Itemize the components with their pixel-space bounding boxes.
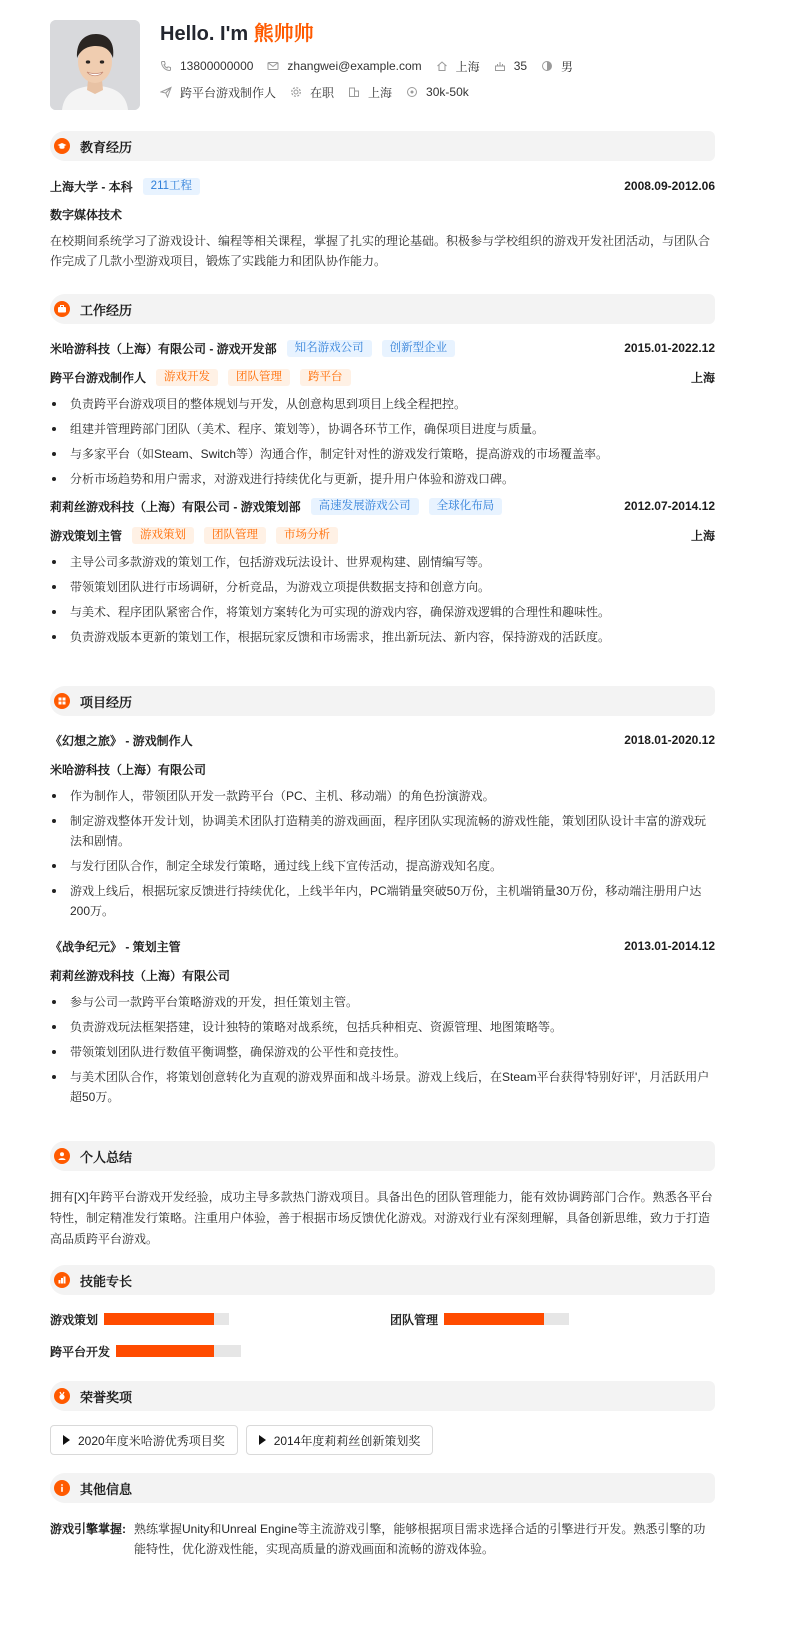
- location-text: 上海: [455, 59, 480, 74]
- job-role-group: [50, 527, 338, 544]
- other-info-row: [50, 1519, 715, 1559]
- avatar: [50, 20, 140, 110]
- bullet-item: 参与公司一款跨平台策略游戏的开发，担任策划主管。: [50, 992, 715, 1012]
- job-intent-row: [160, 83, 587, 101]
- bullet-item: 负责游戏玩法框架搭建，设计独特的策略对战系统，包括兵种相克、资源管理、地图策略等。: [50, 1017, 715, 1037]
- briefcase-icon: [54, 301, 70, 317]
- project-name: 《幻想之旅》 - 游戏制作人: [50, 733, 193, 748]
- skill-bar-fill: [104, 1313, 214, 1325]
- company-tag: 知名游戏公司: [287, 340, 372, 357]
- money-icon: [406, 86, 418, 98]
- age-text: 35: [513, 59, 528, 73]
- project-company-row: [50, 758, 715, 780]
- company-tag: 全球化布局: [429, 498, 503, 515]
- bullet-item: 游戏上线后，根据玩家反馈进行持续优化，上线半年内，PC端销量突破50万份，主机端销量30万份，移动端注册用户达200万。: [50, 881, 715, 921]
- skill-tag: 游戏开发: [156, 369, 218, 386]
- chart-icon: [54, 1272, 70, 1288]
- play-icon: [259, 1435, 266, 1445]
- phone-number: 13800000000: [180, 59, 254, 73]
- job-date: 2012.07-2014.12: [624, 499, 715, 513]
- bullet-item: 组建并管理跨部门团队（美术、程序、策划等），协调各环节工作，确保项目进度与质量。: [50, 419, 715, 439]
- project-date: 2018.01-2020.12: [624, 733, 715, 747]
- skill-tag: 市场分析: [276, 527, 338, 544]
- skill-item: [390, 1309, 569, 1329]
- company-tag: 高速发展游戏公司: [311, 498, 419, 515]
- project-name: 《战争纪元》 - 策划主管: [50, 939, 181, 954]
- education-date: 2008.09-2012.06: [624, 179, 715, 193]
- contact-row: [160, 57, 587, 75]
- gender-icon: [541, 60, 553, 72]
- work-section: [50, 294, 715, 324]
- play-icon: [63, 1435, 70, 1445]
- skill-item: [50, 1341, 241, 1361]
- award-label: 2020年度米哈游优秀项目奖: [78, 1433, 225, 1448]
- project-company: 米哈游科技（上海）有限公司: [50, 762, 207, 777]
- city-text: 上海: [368, 85, 393, 100]
- profile-header: [50, 20, 744, 130]
- job-city: 上海: [690, 528, 715, 543]
- graduation-cap-icon: [54, 138, 70, 154]
- gender-text: 男: [561, 59, 574, 74]
- salary-text: 30k-50k: [426, 85, 469, 99]
- skills-section: [50, 1265, 715, 1295]
- education-description: 在校期间系统学习了游戏设计、编程等相关课程，掌握了扎实的理论基础。积极参与学校组织的游戏开发社团活动，与团队合作完成了几款小型游戏项目，锻炼了实践能力和团队协作能力。: [50, 234, 711, 268]
- project-block: [50, 935, 715, 1107]
- email-address: zhangwei@example.com: [287, 59, 422, 73]
- education-section: [50, 131, 715, 271]
- grid-icon: [54, 693, 70, 709]
- summary-section: [50, 1141, 715, 1250]
- position-text: 跨平台游戏制作人: [180, 85, 277, 100]
- work-list: [50, 337, 715, 652]
- other-label: 游戏引擎掌握:: [50, 1522, 126, 1536]
- gear-icon: [290, 86, 302, 98]
- school-name: 上海大学 - 本科: [50, 179, 133, 194]
- candidate-name: 熊帅帅: [253, 23, 314, 45]
- skill-bar-track: [116, 1345, 241, 1357]
- project-block: [50, 729, 715, 921]
- job-role-row: [50, 366, 715, 388]
- job-header-row: [50, 495, 715, 517]
- bullet-item: 与多家平台（如Steam、Switch等）沟通合作，制定针对性的游戏发行策略，提高游戏的市场覆盖率。: [50, 444, 715, 464]
- major-name: 数字媒体技术: [50, 207, 123, 222]
- project-bullets: [50, 992, 715, 1107]
- project-company-row: [50, 964, 715, 986]
- skill-bar-track: [104, 1313, 229, 1325]
- project-company: 莉莉丝游戏科技（上海）有限公司: [50, 968, 231, 983]
- job-date: 2015.01-2022.12: [624, 341, 715, 355]
- other-text: 熟练掌握Unity和Unreal Engine等主流游戏引擎，能够根据项目需求选择合适的引擎进行开发。熟悉引擎的功能特性，优化游戏性能，实现高质量的游戏画面和流畅的游戏体验。: [134, 1522, 706, 1556]
- section-title: 教育经历: [80, 139, 133, 155]
- greeting-title: [160, 21, 587, 47]
- project-date: 2013.01-2014.12: [624, 939, 715, 953]
- other-section: [50, 1473, 715, 1559]
- skill-item: [50, 1309, 229, 1329]
- home-icon: [436, 60, 448, 72]
- job-company-group: [50, 498, 502, 515]
- job-block: [50, 495, 715, 647]
- job-role: 跨平台游戏制作人: [50, 370, 147, 385]
- job-role-row: [50, 524, 715, 546]
- cake-icon: [494, 60, 506, 72]
- job-block: [50, 337, 715, 489]
- bullet-item: 主导公司多款游戏的策划工作，包括游戏玩法设计、世界观构建、剧情编写等。: [50, 552, 715, 572]
- skill-tag: 游戏策划: [132, 527, 194, 544]
- skill-bar-fill: [444, 1313, 544, 1325]
- summary-text: 拥有[X]年跨平台游戏开发经验，成功主导多款热门游戏项目。具备出色的团队管理能力，能有效协调跨部门合作。熟悉各平台特性，制定精准发行策略。注重用户体验，善于根据市场反馈优化游戏。对游戏行业有深刻理解，具备创新思维，致力于打造高品质跨平台游戏。: [50, 1190, 713, 1246]
- skill-name: 游戏策划: [50, 1312, 99, 1327]
- section-title: 个人总结: [80, 1149, 133, 1165]
- bullet-item: 负责游戏版本更新的策划工作，根据玩家反馈和市场需求，推出新玩法、新内容，保持游戏的活跃度。: [50, 627, 715, 647]
- bullet-item: 分析市场趋势和用户需求，对游戏进行持续优化与更新，提升用户体验和游戏口碑。: [50, 469, 715, 489]
- bullet-item: 带领策划团队进行市场调研，分析竞品，为游戏立项提供数据支持和创意方向。: [50, 577, 715, 597]
- company-tag: 创新型企业: [382, 340, 456, 357]
- project-header-row: [50, 935, 715, 957]
- section-title: 项目经历: [80, 694, 133, 710]
- info-icon: [54, 1480, 70, 1496]
- section-title: 工作经历: [80, 302, 133, 318]
- awards-list: [50, 1425, 715, 1455]
- award-badge: [50, 1425, 238, 1455]
- bullet-item: 带领策划团队进行数值平衡调整，确保游戏的公平性和竞技性。: [50, 1042, 715, 1062]
- skill-bar-track: [444, 1313, 569, 1325]
- job-bullets: [50, 394, 715, 489]
- section-title: 荣誉奖项: [80, 1389, 133, 1405]
- email-icon: [267, 60, 279, 72]
- skill-bar-fill: [116, 1345, 214, 1357]
- bullet-item: 负责跨平台游戏项目的整体规划与开发，从创意构思到项目上线全程把控。: [50, 394, 715, 414]
- status-text: 在职: [310, 85, 335, 100]
- skills-list: [50, 1309, 715, 1369]
- greeting-text: Hello. I'm: [160, 23, 249, 45]
- bullet-item: 与发行团队合作，制定全球发行策略，通过线上线下宣传活动，提高游戏知名度。: [50, 856, 715, 876]
- building-icon: [348, 86, 360, 98]
- company-name: 莉莉丝游戏科技（上海）有限公司 - 游戏策划部: [50, 499, 301, 514]
- bullet-item: 与美术、程序团队紧密合作，将策划方案转化为可实现的游戏内容，确保游戏逻辑的合理性和趣味性。: [50, 602, 715, 622]
- job-city: 上海: [690, 370, 715, 385]
- user-icon: [54, 1148, 70, 1164]
- phone-icon: [160, 60, 172, 72]
- skill-name: 跨平台开发: [50, 1344, 111, 1359]
- bullet-item: 制定游戏整体开发计划，协调美术团队打造精美的游戏画面，程序团队实现流畅的游戏性能，策划团队设计丰富的游戏玩法和剧情。: [50, 811, 715, 851]
- project-bullets: [50, 786, 715, 921]
- project-list: [50, 729, 715, 1112]
- job-company-group: [50, 340, 455, 357]
- school-tag: 211工程: [143, 178, 200, 195]
- send-icon: [160, 86, 172, 98]
- project-header-row: [50, 729, 715, 751]
- company-name: 米哈游科技（上海）有限公司 - 游戏开发部: [50, 341, 277, 356]
- award-label: 2014年度莉莉丝创新策划奖: [273, 1433, 421, 1448]
- projects-section: [50, 686, 715, 716]
- job-bullets: [50, 552, 715, 647]
- award-badge: [246, 1425, 434, 1455]
- job-role-group: [50, 369, 351, 386]
- section-title: 其他信息: [80, 1481, 133, 1497]
- bullet-item: 作为制作人，带领团队开发一款跨平台（PC、主机、移动端）的角色扮演游戏。: [50, 786, 715, 806]
- section-title: 技能专长: [80, 1273, 133, 1289]
- skill-name: 团队管理: [390, 1312, 439, 1327]
- skill-tag: 团队管理: [228, 369, 290, 386]
- job-role: 游戏策划主管: [50, 528, 123, 543]
- job-header-row: [50, 337, 715, 359]
- bullet-item: 与美术团队合作，将策划创意转化为直观的游戏界面和战斗场景。游戏上线后，在Steam平台获得'特别好评'，月活跃用户超50万。: [50, 1067, 715, 1107]
- skill-tag: 跨平台: [300, 369, 351, 386]
- awards-section: [50, 1381, 715, 1411]
- skill-tag: 团队管理: [204, 527, 266, 544]
- medal-icon: [54, 1388, 70, 1404]
